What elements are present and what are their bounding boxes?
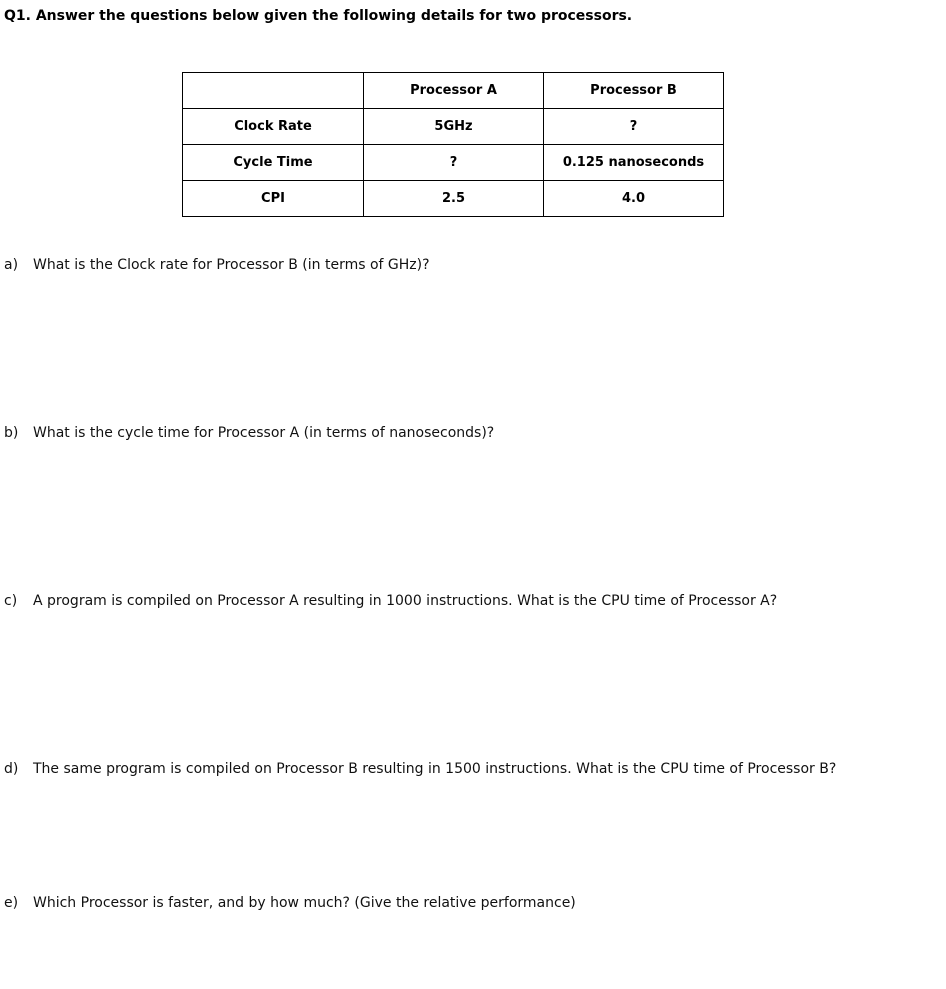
table-header-cell: Processor A xyxy=(364,73,544,109)
question-e xyxy=(4,895,576,911)
question-text: What is the Clock rate for Processor B (in terms of GHz)? xyxy=(33,257,430,273)
table-row-label: Clock Rate xyxy=(183,109,364,145)
question-text: Which Processor is faster, and by how much? (Give the relative performance) xyxy=(33,895,576,911)
question-c xyxy=(4,593,777,609)
question-b xyxy=(4,425,494,441)
table-cell: 5GHz xyxy=(364,109,544,145)
table-cell: ? xyxy=(364,145,544,181)
table-row xyxy=(183,145,724,181)
question-letter: e) xyxy=(4,895,19,911)
question-text: The same program is compiled on Processor B resulting in 1500 instructions. What is the CPU time of Processor B? xyxy=(33,761,837,777)
table-cell: 4.0 xyxy=(544,181,724,217)
question-letter: d) xyxy=(4,761,19,777)
question-a xyxy=(4,257,430,273)
table-row-label: CPI xyxy=(183,181,364,217)
question-title: Q1. Answer the questions below given the following details for two processors. xyxy=(4,8,633,24)
table-header-cell: Processor B xyxy=(544,73,724,109)
table-header-row xyxy=(183,73,724,109)
table-header-cell xyxy=(183,73,364,109)
question-letter: b) xyxy=(4,425,19,441)
table-cell: 2.5 xyxy=(364,181,544,217)
question-d xyxy=(4,761,836,777)
question-letter: c) xyxy=(4,593,18,609)
table-row-label: Cycle Time xyxy=(183,145,364,181)
processor-specs-table xyxy=(182,72,724,217)
table-cell: 0.125 nanoseconds xyxy=(544,145,724,181)
question-text: What is the cycle time for Processor A (in terms of nanoseconds)? xyxy=(33,425,495,441)
table-cell: ? xyxy=(544,109,724,145)
question-text: A program is compiled on Processor A resulting in 1000 instructions. What is the CPU time of Processor A? xyxy=(33,593,778,609)
table-row xyxy=(183,181,724,217)
question-letter: a) xyxy=(4,257,19,273)
table-row xyxy=(183,109,724,145)
